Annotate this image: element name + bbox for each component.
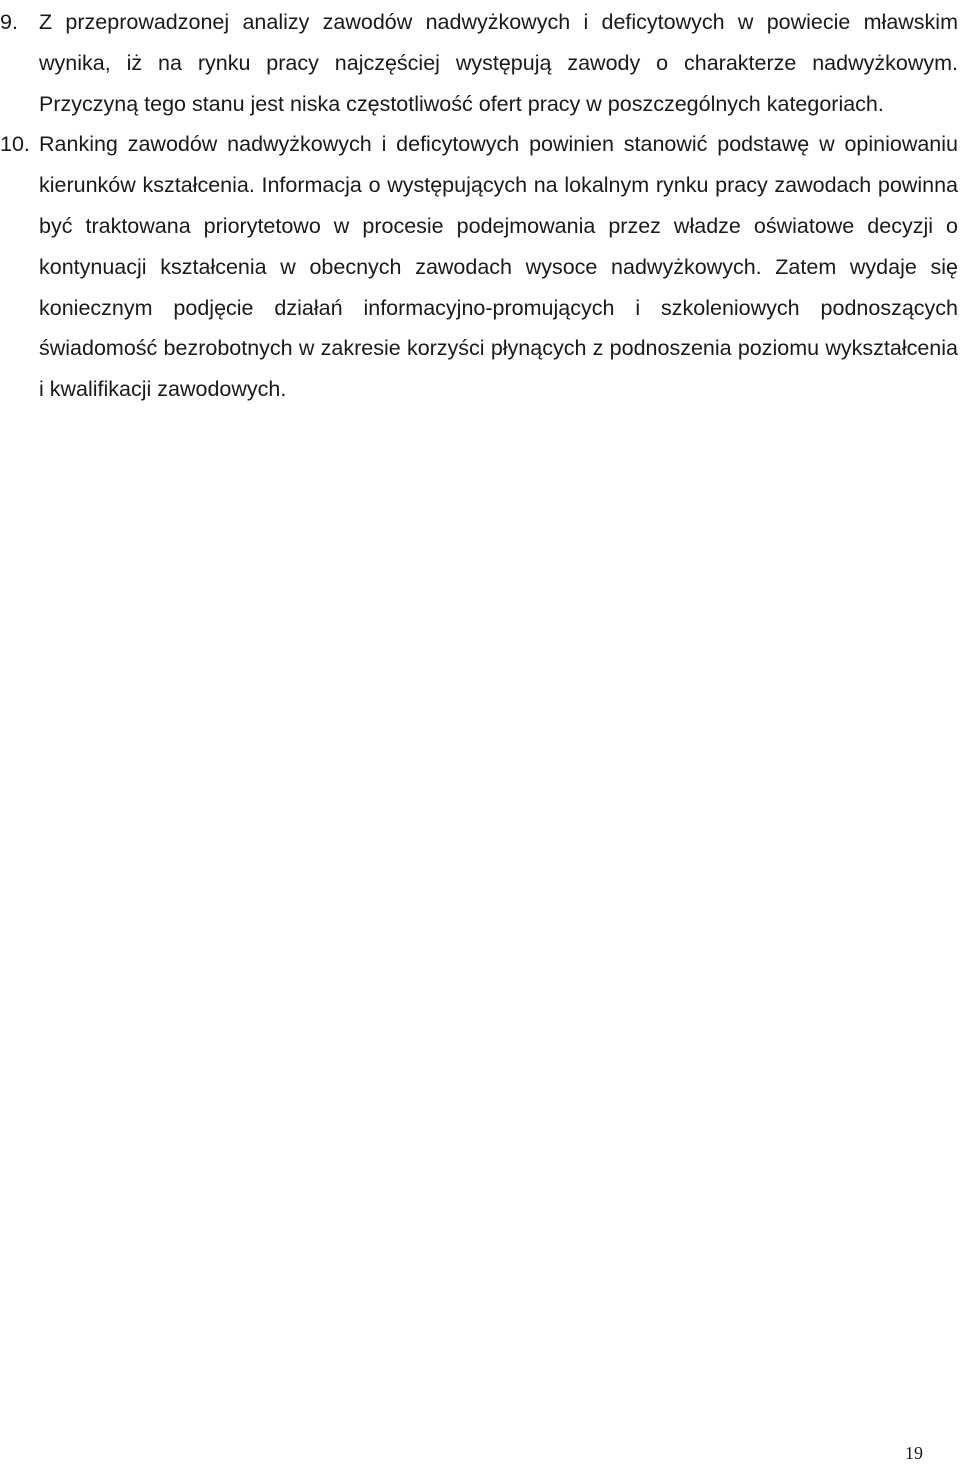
list-item-number: 9.	[0, 10, 18, 34]
list-item-number: 10.	[0, 132, 30, 157]
list-item-10	[0, 124, 960, 410]
list-item-text: Z przeprowadzonej analizy zawodów nadwyżkowych i deficytowych w powiecie mławskim wynika, iż na rynku pracy najczęściej występują zawody o charakterze nadwyżkowym. Przyczyną tego stanu jest niska częstotliwość ofert pracy w poszczególnych kategoriach.	[39, 10, 958, 116]
list-item-text: Ranking zawodów nadwyżkowych i deficytowych powinien stanowić podstawę w opiniowaniu kierunków kształcenia. Informacja o występujących na lokalnym rynku pracy zawodach powinna być traktowana priorytetowo w procesie podejmowania przez władze oświatowe decyzji o kontynuacji kształcenia w obecnych zawodach wysoce nadwyżkowych. Zatem wydaje się koniecznym podjęcie działań informacyjno-promujących i szkoleniowych podnoszących świadomość bezrobotnych w zakresie korzyści płynących z podnoszenia poziomu wykształcenia i kwalifikacji zawodowych.	[39, 132, 958, 402]
page-number: 19	[905, 1443, 923, 1463]
list-item-9	[0, 2, 960, 124]
numbered-list	[0, 2, 960, 410]
